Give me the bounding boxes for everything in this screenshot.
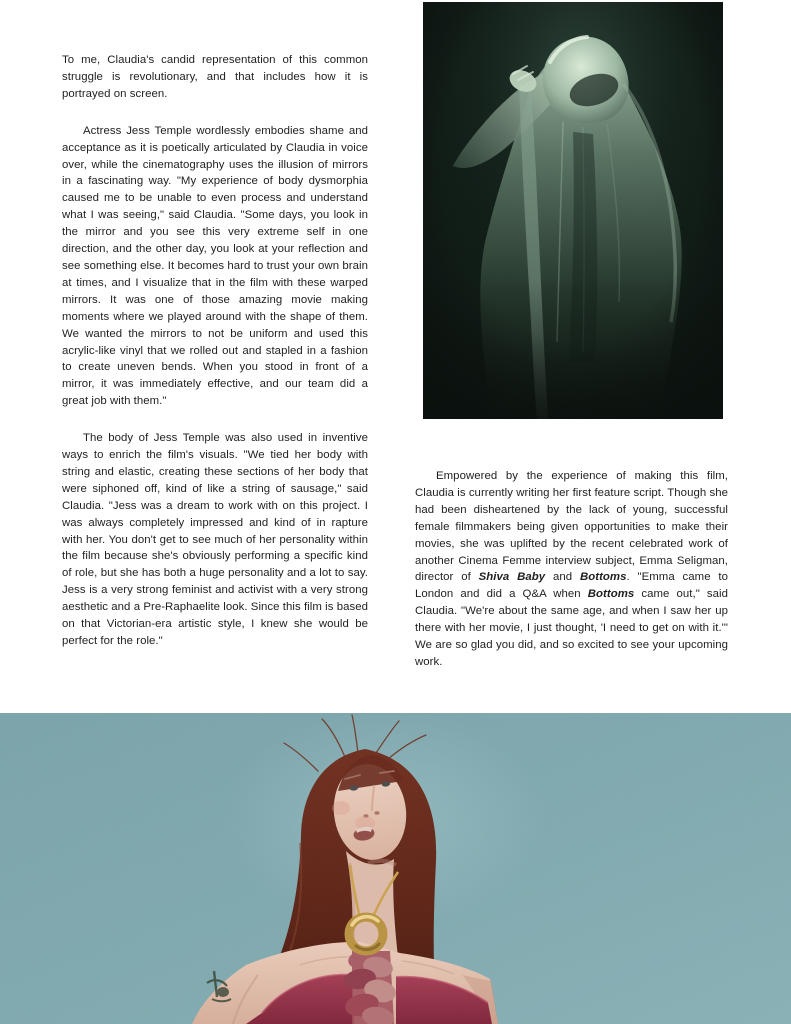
paragraph-jess-temple: Actress Jess Temple wordlessly embodies shame and acceptance as it is poetically articulated by Claudia in voice over, while the cinematography uses the illusion of mirrors in a fascinating way. "My experience of body dysmorphia caused me to be unable to even process and understand what I was seeing," said Claudia. "Some days, you look in the mirror and you see this very extreme self in one direction, and the other day, you look at your reflection and see something else. It becomes hard to trust your own brain at times, and I visualize that in the film with these warped mirrors. It was one of those amazing movie making moments where we played around with the shape of them. We wanted the mirrors to not be uniform and used this acrylic-like vinyl that we rolled out and stapled in a fashion to create uneven bends. When you stood in front of a mirror, it was immediately effective, and our team did a great job with them." xyxy=(62,124,368,408)
woman-sky-photo xyxy=(0,713,791,1024)
paragraph-empowered: Empowered by the experience of making this film, Claudia is currently writing her first feature script. Though she had been disheartened by the lack of young, successful female filmmakers being given opportunities to make their movies, she was uplifted by the recent celebrated work of another Cinema Femme interview subject, Emma Seligman, director of Shiva Baby and Bottoms. "Emma came to London and did a Q&A when Bottoms came out," said Claudia. "We're about the same age, and when I saw her up there with her movie, I just thought, 'I need to get on with it.'" We are so glad you did, and so excited to see your upcoming work. xyxy=(415,470,728,668)
veiled-figure-illustration xyxy=(423,2,723,419)
right-text-column xyxy=(415,468,728,671)
paragraph-body-visuals: The body of Jess Temple was also used in inventive ways to enrich the film's visuals. "We tied her body with string and elastic, creating these sections of her body that were siphoned off, kind of like a string of sausage," said Claudia. "Jess was a dream to work with on this project. I was always completely impressed and kind of in rapture with her. You don't get to see much of her personality within the film because she's obviously performing a specific kind of role, but she has both a huge personality and a lot to say. Jess is a very strong feminist and activist with a very strong aesthetic and a Pre-Raphaelite look. Since this film is based on that Victorian-era artistic style, I knew she would be perfect for the role." xyxy=(62,432,368,647)
paragraph-intro: To me, Claudia's candid representation of this common struggle is revolutionary, and that includes how it is portrayed on screen. xyxy=(62,54,368,100)
left-text-column xyxy=(62,52,368,650)
veiled-figure-photo xyxy=(423,2,723,419)
woman-sky-illustration xyxy=(0,713,791,1024)
